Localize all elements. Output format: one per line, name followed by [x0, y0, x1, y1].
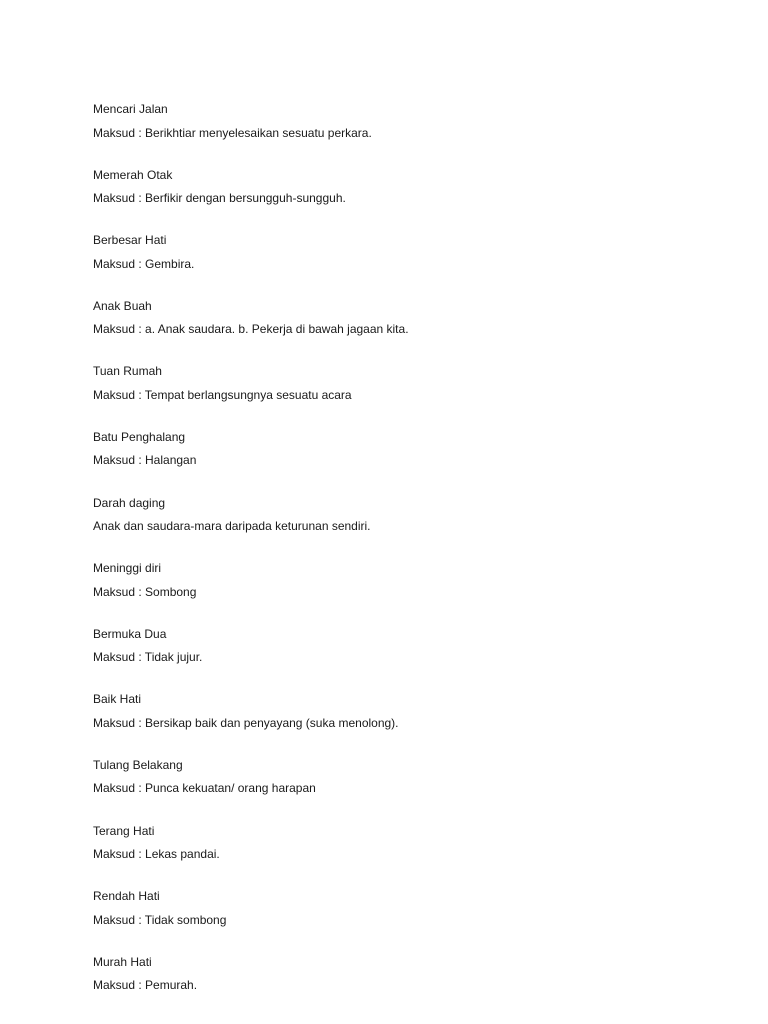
idiom-entry [93, 495, 713, 561]
idiom-term: Murah Hati [93, 954, 152, 969]
idiom-meaning: Maksud : a. Anak saudara. b. Pekerja di bawah jagaan kita. [93, 322, 409, 337]
idiom-meaning: Maksud : Tidak sombong [93, 912, 227, 927]
idiom-meaning: Maksud : Punca kekuatan/ orang harapan [93, 781, 316, 796]
idiom-meaning: Maksud : Pemurah. [93, 978, 198, 993]
idiom-entry [93, 954, 713, 1020]
idiom-term: Terang Hati [93, 823, 155, 838]
idiom-term: Berbesar Hati [93, 233, 167, 248]
idiom-meaning: Maksud : Berfikir dengan bersungguh-sungguh. [93, 191, 346, 206]
idiom-entry [93, 757, 713, 823]
idiom-meaning: Maksud : Lekas pandai. [93, 847, 220, 862]
idiom-term: Baik Hati [93, 692, 142, 707]
idiom-term: Batu Penghalang [93, 429, 186, 444]
idiom-term: Mencari Jalan [93, 102, 168, 116]
idiom-term: Anak Buah [93, 298, 152, 313]
idiom-entry [93, 167, 713, 233]
idiom-entry [93, 429, 713, 495]
idiom-entry [93, 560, 713, 626]
idiom-entry [93, 101, 713, 167]
idiom-entry [93, 888, 713, 954]
idiom-meaning: Maksud : Tempat berlangsungnya sesuatu acara [93, 387, 352, 402]
idiom-term: Meninggi diri [93, 561, 162, 576]
idiom-term: Darah daging [93, 495, 166, 510]
idiom-term: Memerah Otak [93, 167, 173, 182]
idiom-term: Tuan Rumah [93, 364, 162, 379]
idiom-term: Bermuka Dua [93, 626, 167, 641]
idiom-term: Rendah Hati [93, 889, 160, 904]
idiom-entry [93, 363, 713, 429]
idiom-meaning: Maksud : Tidak jujur. [93, 650, 203, 665]
idiom-term: Tulang Belakang [93, 757, 183, 772]
idiom-meaning: Maksud : Halangan [93, 453, 197, 468]
idiom-entry [93, 232, 713, 298]
idiom-meaning: Maksud : Gembira. [93, 256, 195, 271]
idiom-entry [93, 626, 713, 692]
idiom-meaning: Anak dan saudara-mara daripada keturunan sendiri. [93, 519, 371, 534]
idiom-meaning: Maksud : Sombong [93, 584, 197, 599]
idiom-entry [93, 298, 713, 364]
idiom-entry [93, 691, 713, 757]
idiom-entry [93, 823, 713, 889]
idiom-meaning: Maksud : Berikhtiar menyelesaikan sesuatu perkara. [93, 125, 372, 140]
idiom-list [93, 101, 713, 1019]
idiom-meaning: Maksud : Bersikap baik dan penyayang (suka menolong). [93, 715, 399, 730]
